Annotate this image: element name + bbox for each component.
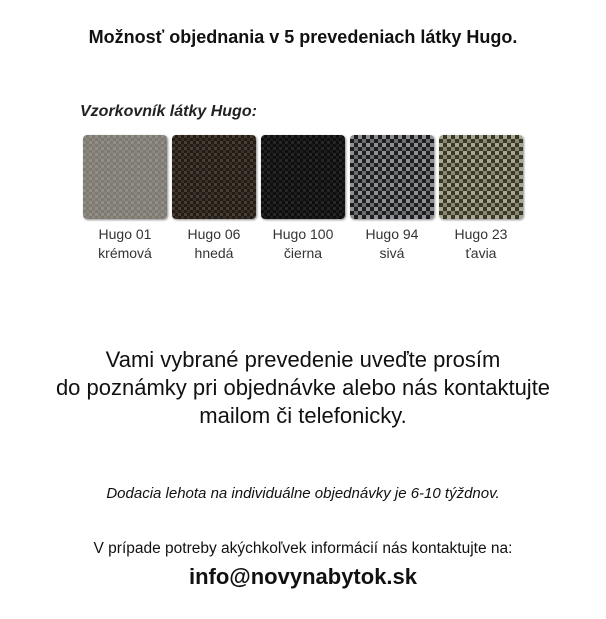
swatch-color-name: čierna <box>283 245 323 261</box>
instructions-line-2: do poznámky pri objednávke alebo nás kontaktujte <box>55 375 551 400</box>
swatch-color-name: krémová <box>98 245 152 261</box>
swatch-code: Hugo 94 <box>365 226 419 242</box>
swatch-code: Hugo 06 <box>187 226 241 242</box>
swatch-caption-hugo-100 <box>255 225 351 263</box>
swatch-hugo-06 <box>172 135 256 219</box>
swatch-caption-hugo-23 <box>433 225 529 263</box>
swatch-color-name: hnedá <box>194 245 234 261</box>
contact-email[interactable]: info@novynabytok.sk <box>188 564 418 589</box>
sample-book-heading: Vzorkovník látky Hugo: <box>80 103 257 120</box>
swatch-hugo-01 <box>83 135 167 219</box>
swatch-code: Hugo 23 <box>454 226 508 242</box>
page-title: Možnosť objednania v 5 prevedeniach látky Hugo. <box>88 27 518 47</box>
order-instructions <box>0 346 606 430</box>
fabric-swatches <box>0 135 606 265</box>
swatch-hugo-23 <box>439 135 523 219</box>
swatch-hugo-94 <box>350 135 434 219</box>
swatch-code: Hugo 01 <box>98 226 152 242</box>
swatch-color-name: ťavia <box>465 245 497 261</box>
delivery-time-note: Dodacia lehota na individuálne objednávky je 6-10 týždnov. <box>106 485 500 502</box>
contact-lead-text: V prípade potreby akýchkoľvek informácií nás kontaktujte na: <box>93 540 513 557</box>
instructions-line-1: Vami vybrané prevedenie uveďte prosím <box>105 347 501 372</box>
swatch-color-name: sivá <box>379 245 405 261</box>
swatch-caption-hugo-06 <box>166 225 262 263</box>
swatch-hugo-100 <box>261 135 345 219</box>
swatch-code: Hugo 100 <box>272 226 334 242</box>
swatch-caption-hugo-94 <box>344 225 440 263</box>
instructions-line-3: mailom či telefonicky. <box>199 403 407 428</box>
swatch-caption-hugo-01 <box>77 225 173 263</box>
